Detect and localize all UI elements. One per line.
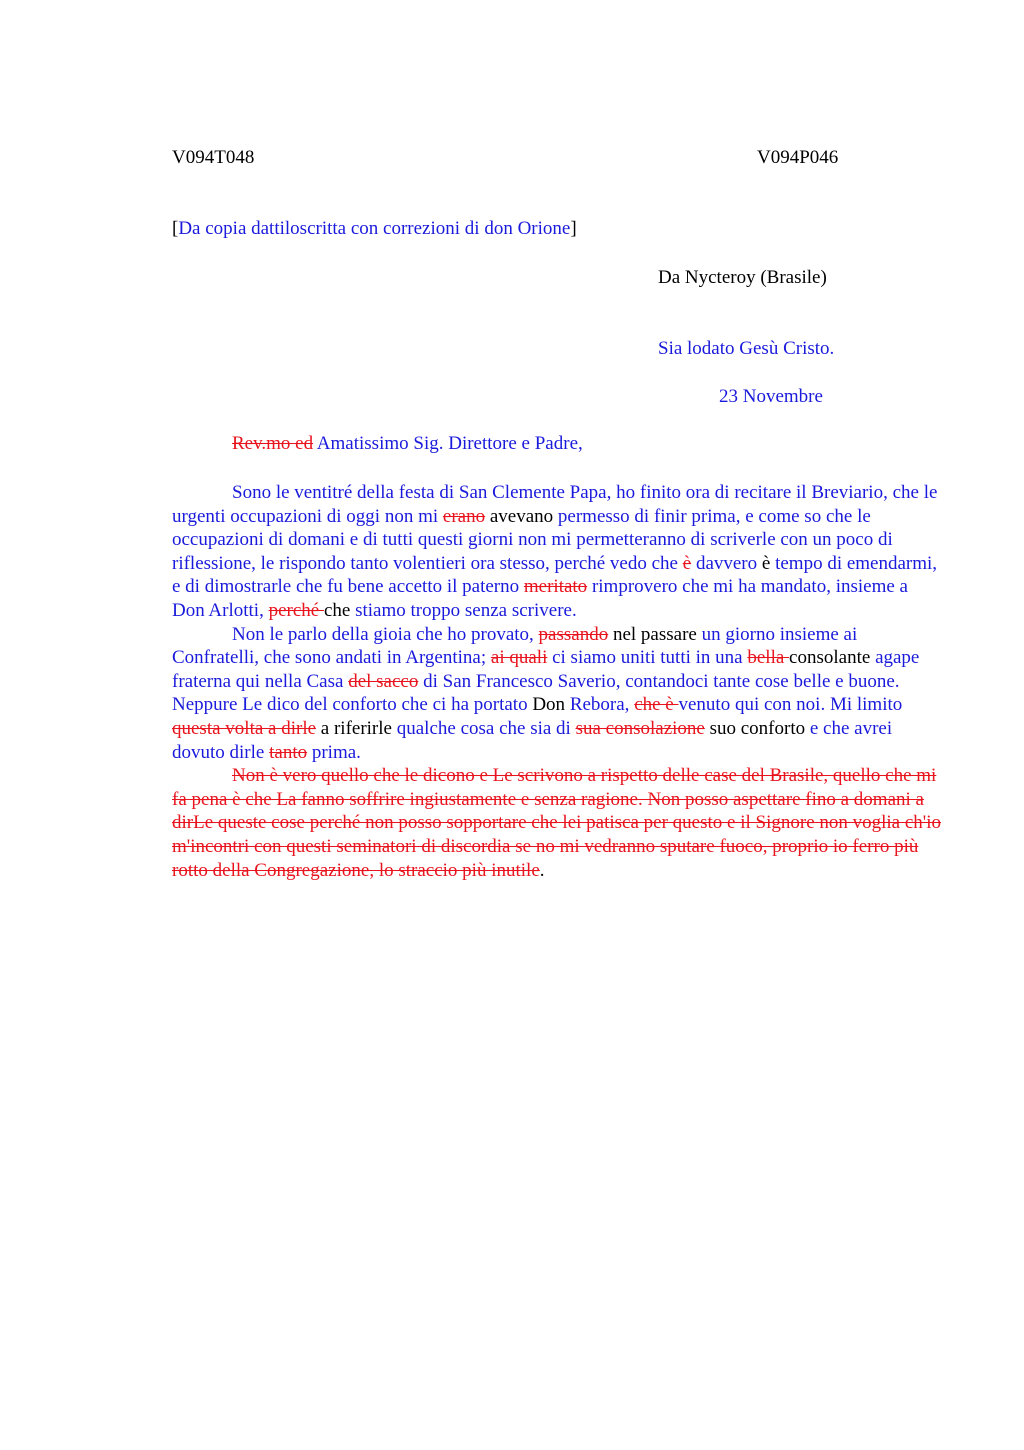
salutation-text: Amatissimo Sig. Direttore e Padre, <box>313 433 583 454</box>
deleted-text: ai quali <box>490 647 548 669</box>
deleted-text: Rev.mo ed <box>232 433 314 454</box>
deleted-text: è <box>682 552 692 574</box>
editor-text: prima. <box>307 741 361 763</box>
deleted-text: questa volta a dirle <box>172 717 317 739</box>
original-text: è <box>761 552 776 574</box>
editor-text: ci siamo uniti tutti in una <box>547 647 748 669</box>
original-text: consolante <box>789 647 876 669</box>
editor-text: di San Francesco Saverio, contandoci tante cose belle e buone. Neppure Le dico del conforto che ci ha portato <box>172 670 900 716</box>
letter-body <box>172 481 942 882</box>
deleted-text: meritato <box>523 576 588 598</box>
deleted-text: Non è vero quello che le dicono e Le scrivono a rispetto delle case del Brasile, quello che mi fa pena è che La fanno soffrire ingiustamente e senza ragione. Non posso aspettare fino a domani a dirLe queste cose perché non posso sopportare che lei patisca per questo e il Signore non voglia ch'io m'incontri con questi seminatori di discordia se no mi vedranno sputare fuoco, proprio io ferro più rotto della Congregazione, lo straccio più inutile <box>172 765 941 881</box>
original-text: Don <box>532 694 570 716</box>
editor-text: permesso di finir prima, e come so che le occupazioni di domani e di tutti questi giorni non mi permetteranno di scriverle con un poco di riflessione, le rispondo tanto volentieri ora stesso, perché vedo che <box>172 505 893 574</box>
original-text: suo conforto <box>704 717 810 739</box>
editor-text: Non le parlo della gioia che ho provato, <box>232 623 539 645</box>
deleted-text: sua consolazione <box>575 717 705 739</box>
editor-text: agape fraterna qui nella Casa <box>172 647 920 692</box>
editor-text: davvero <box>691 552 762 574</box>
deleted-text: passando <box>538 623 609 645</box>
deleted-text: che è <box>634 694 679 716</box>
letter-greeting: Sia lodato Gesù Cristo. <box>658 338 835 359</box>
document-code-left: V094T048 <box>172 147 255 168</box>
editor-text: Sono le ventitré della festa di San Clemente Papa, ho finito ora di recitare il Breviario, che le urgenti occupazioni di oggi non mi <box>172 482 938 527</box>
deleted-text: bella <box>747 647 790 669</box>
close-bracket: ] <box>570 218 577 239</box>
paragraph-2 <box>172 623 942 765</box>
editor-text: e che avrei dovuto dirle <box>172 717 893 763</box>
original-text: che <box>323 599 356 621</box>
deleted-text: erano <box>442 505 486 527</box>
paragraph-1 <box>172 481 942 623</box>
editor-text: un giorno insieme ai Confratelli, che sono andati in Argentina; <box>172 623 858 669</box>
editor-text: venuto qui con noi. Mi limito <box>678 694 903 716</box>
original-text: nel passare <box>608 623 702 645</box>
paragraph-3 <box>172 764 942 882</box>
document-code-right: V094P046 <box>757 147 839 168</box>
letter-salutation <box>232 433 583 455</box>
deleted-text: perché <box>268 599 324 621</box>
original-text: avevano <box>485 505 558 527</box>
original-text: . <box>539 859 545 881</box>
editor-text: tempo di emendarmi, e di dimostrarle che fu bene accetto il paterno <box>172 552 938 598</box>
editor-text: stiamo troppo senza scrivere. <box>355 599 577 621</box>
deleted-text: del sacco <box>348 670 419 692</box>
letter-date: 23 Novembre <box>719 386 823 407</box>
open-bracket: [ <box>172 218 179 239</box>
source-note <box>172 218 577 240</box>
editor-text: qualche cosa che sia di <box>396 717 576 739</box>
editor-text: Rebora, <box>569 694 635 716</box>
source-note-text: Da copia dattiloscritta con correzioni di don Orione <box>178 218 571 239</box>
letter-place: Da Nycteroy (Brasile) <box>658 267 827 288</box>
deleted-text: tanto <box>269 741 308 763</box>
original-text: a riferirle <box>316 717 397 739</box>
editor-text: rimprovero che mi ha mandato, insieme a Don Arlotti, <box>172 576 908 621</box>
